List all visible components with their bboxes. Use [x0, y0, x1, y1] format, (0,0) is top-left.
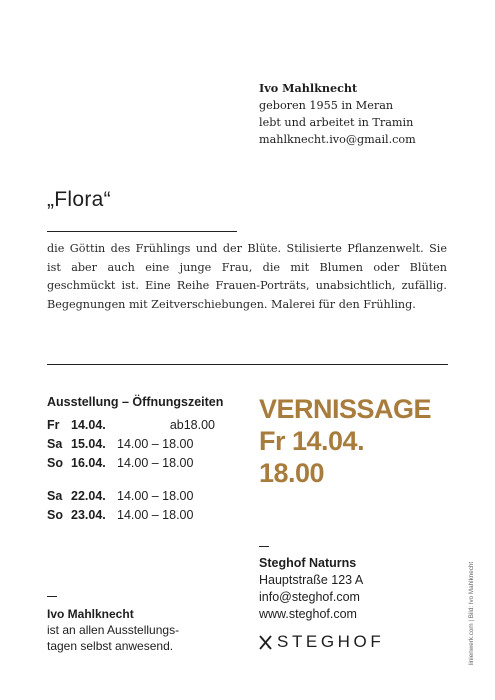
hours-date: 15.04. — [71, 436, 106, 451]
artist-name: Ivo Mahlknecht — [259, 81, 358, 95]
venue-website[interactable]: www.steghof.com — [259, 607, 357, 621]
hours-date: 22.04. — [71, 488, 106, 503]
logo-text: STEGHOF — [277, 632, 385, 651]
venue-email[interactable]: info@steghof.com — [259, 590, 360, 604]
vernissage-date: Fr 14.04. — [259, 426, 365, 456]
venue-address: Hauptstraße 123 A — [259, 573, 364, 587]
section-divider — [47, 364, 448, 365]
presence-artist-name: Ivo Mahlknecht — [47, 607, 134, 621]
hours-day: So — [47, 455, 63, 470]
hours-day: Fr — [47, 417, 60, 432]
vernissage-label: VERNISSAGE — [259, 394, 432, 424]
hours-day: Sa — [47, 488, 63, 503]
venue-info — [259, 555, 363, 623]
hours-row — [47, 505, 223, 524]
hours-time: 14.00 – 18.00 — [117, 455, 194, 470]
opening-hours-heading: Ausstellung – Öffnungszeiten — [47, 395, 224, 409]
hours-date: 14.04. — [71, 417, 106, 432]
hours-spacer — [47, 472, 223, 486]
vernissage-time: 18.00 — [259, 458, 325, 488]
exhibition-title: „Flora“ — [47, 188, 111, 211]
hours-time: 14.00 – 18.00 — [117, 507, 194, 522]
artist-born: geboren 1955 in Meran — [259, 99, 394, 112]
artist-email[interactable]: mahlknecht.ivo@gmail.com — [259, 133, 416, 146]
artist-dash — [47, 596, 57, 597]
venue-dash — [259, 546, 269, 547]
hours-day: So — [47, 507, 63, 522]
hours-date: 23.04. — [71, 507, 106, 522]
hours-time: 14.00 – 18.00 — [117, 488, 194, 503]
hours-row — [47, 486, 223, 505]
hours-time: 14.00 – 18.00 — [117, 436, 194, 451]
title-divider — [47, 231, 237, 232]
steghof-logo — [259, 632, 384, 652]
hours-row — [47, 434, 223, 453]
presence-line-1: ist an allen Ausstellungs- — [47, 623, 180, 637]
artist-lives: lebt und arbeitet in Tramin — [259, 116, 414, 129]
artist-info — [259, 80, 416, 148]
hours-row — [47, 415, 223, 434]
hours-row — [47, 453, 223, 472]
venue-name: Steghof Naturns — [259, 556, 357, 570]
presence-line-2: tagen selbst anwesend. — [47, 639, 174, 653]
artist-presence — [47, 606, 179, 654]
hours-date: 16.04. — [71, 455, 106, 470]
hours-time: ab18.00 — [169, 417, 215, 432]
crossed-x-icon — [259, 635, 272, 650]
vernissage-block — [259, 393, 431, 489]
credits-text: linienwerk.com | Bild: Ivo Mahlknecht — [468, 561, 475, 665]
exhibition-description: die Göttin des Frühlings und der Blüte. Stilisierte Pflanzenwelt. Sie ist aber auch eine junge Frau, die mit Blumen oder Blüten geschmückt ist. Eine Reihe Frauen-Porträts, unabsichtlich, zufällig. Begegnungen mit Zeitverschiebungen. Malerei für den Frühling. — [47, 242, 447, 311]
opening-hours — [47, 395, 223, 524]
hours-day: Sa — [47, 436, 63, 451]
